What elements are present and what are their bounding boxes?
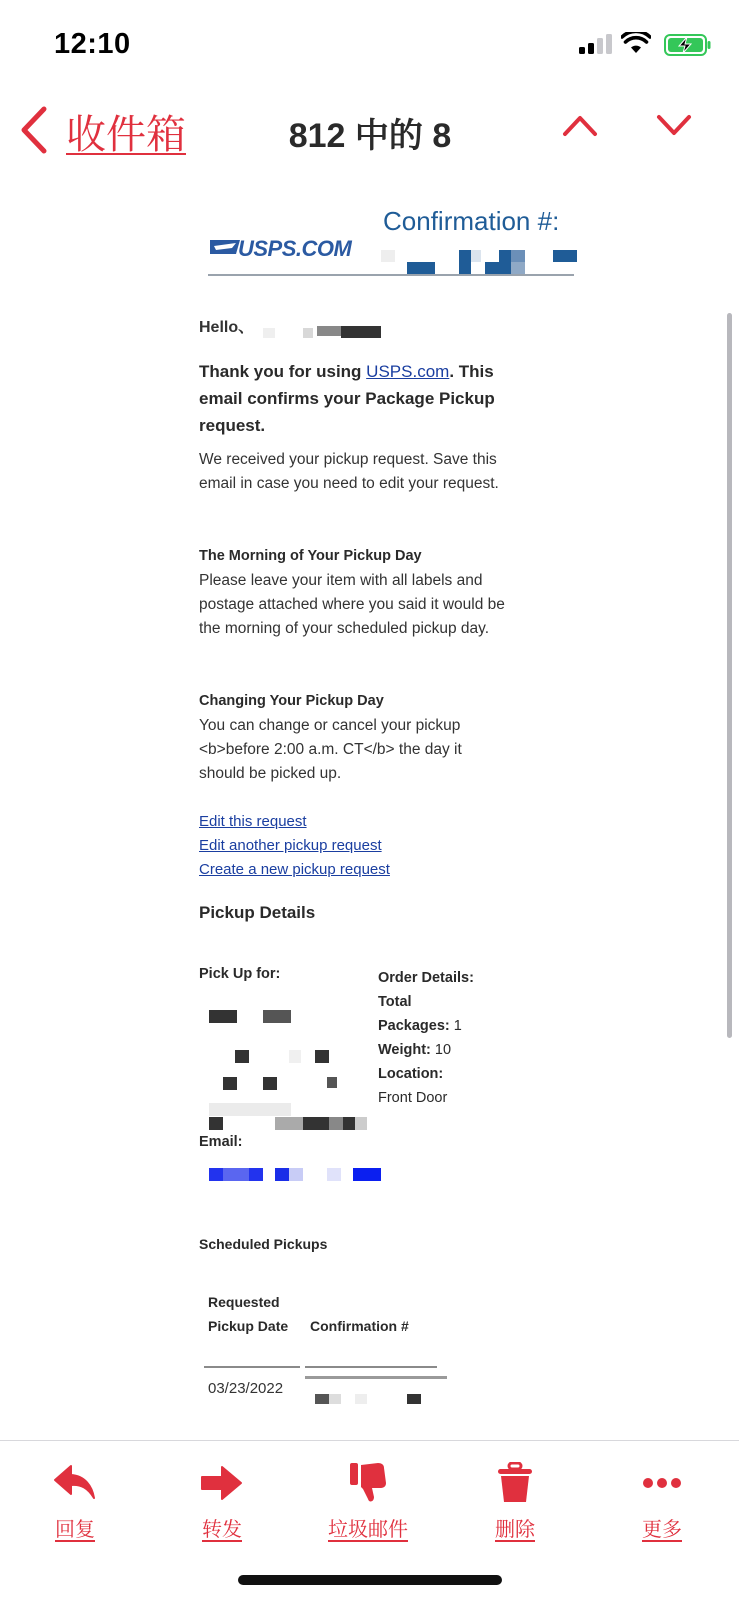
order-details-label: Order Details: bbox=[378, 970, 474, 986]
usps-eagle-logo-icon bbox=[210, 238, 240, 256]
order-details bbox=[378, 966, 518, 1110]
reply-icon bbox=[53, 1464, 97, 1502]
thanks-paragraph bbox=[199, 358, 519, 439]
more-icon bbox=[642, 1477, 682, 1489]
location-value: Front Door bbox=[378, 1090, 448, 1106]
table-header-divider bbox=[305, 1366, 437, 1368]
create-new-request-link[interactable]: Create a new pickup request bbox=[199, 861, 390, 878]
morning-heading: The Morning of Your Pickup Day bbox=[199, 548, 422, 564]
home-indicator[interactable] bbox=[238, 1575, 502, 1585]
header-divider bbox=[208, 274, 574, 276]
thanks-suffix: . This email confirms your Package Pickup request. bbox=[199, 362, 495, 435]
email-label: Email: bbox=[199, 1134, 243, 1150]
battery-charging-icon bbox=[664, 34, 712, 56]
changing-heading: Changing Your Pickup Day bbox=[199, 693, 384, 709]
location-label: Location: bbox=[378, 1066, 444, 1082]
edit-request-link[interactable]: Edit this request bbox=[199, 813, 307, 830]
changing-paragraph: You can change or cancel your pickup <b>before 2:00 a.m. CT</b> the day it should be picked up. bbox=[199, 717, 462, 782]
forward-label: 转发 bbox=[202, 1519, 242, 1541]
previous-message-icon[interactable] bbox=[562, 113, 598, 137]
message-counter: 812 中的 8 bbox=[288, 117, 452, 155]
weight-label: Weight: bbox=[378, 1042, 431, 1058]
wifi-icon bbox=[621, 32, 651, 54]
trash-icon bbox=[497, 1462, 533, 1504]
reply-label: 回复 bbox=[55, 1519, 95, 1541]
back-chevron-icon[interactable] bbox=[16, 105, 50, 155]
scheduled-pickups-heading: Scheduled Pickups bbox=[199, 1236, 328, 1252]
thumbs-down-icon bbox=[348, 1461, 388, 1505]
status-bar bbox=[0, 0, 739, 90]
greeting: Hello、 bbox=[199, 319, 255, 336]
delete-button[interactable] bbox=[460, 1461, 570, 1542]
table-row-divider bbox=[305, 1376, 447, 1379]
total-packages-label: Total Packages: bbox=[378, 994, 450, 1034]
back-to-inbox-button[interactable]: 收件箱 bbox=[66, 113, 186, 157]
thanks-prefix: Thank you for using bbox=[199, 362, 367, 381]
next-message-icon[interactable] bbox=[656, 113, 692, 137]
usps-logo: USPS.COM bbox=[238, 236, 352, 261]
junk-button[interactable] bbox=[313, 1461, 423, 1542]
received-paragraph: We received your pickup request. Save this email in case you need to edit your request. bbox=[199, 451, 499, 492]
forward-button[interactable] bbox=[167, 1461, 277, 1542]
forward-icon bbox=[200, 1465, 244, 1501]
table-header-date: Requested Pickup Date bbox=[208, 1294, 289, 1334]
more-button[interactable] bbox=[607, 1461, 717, 1542]
cellular-signal-icon bbox=[579, 34, 613, 54]
weight-row bbox=[378, 1038, 518, 1062]
total-packages-row bbox=[378, 990, 478, 1038]
edit-another-request-link[interactable]: Edit another pickup request bbox=[199, 837, 382, 854]
status-time: 12:10 bbox=[54, 28, 131, 60]
usps-com-link[interactable]: USPS.com bbox=[366, 362, 450, 381]
reply-button[interactable] bbox=[20, 1461, 130, 1542]
table-cell-date: 03/23/2022 bbox=[208, 1380, 284, 1397]
table-header-divider bbox=[204, 1366, 300, 1368]
weight-value: 10 bbox=[434, 1042, 452, 1058]
delete-label: 删除 bbox=[495, 1519, 535, 1541]
scrollbar[interactable] bbox=[727, 313, 732, 1038]
pickup-details-heading: Pickup Details bbox=[199, 903, 316, 922]
confirmation-label: Confirmation #: bbox=[383, 206, 560, 236]
table-header-confirmation: Confirmation # bbox=[310, 1318, 409, 1334]
junk-label: 垃圾邮件 bbox=[328, 1519, 408, 1541]
pickup-for-label: Pick Up for: bbox=[199, 966, 281, 982]
more-label: 更多 bbox=[642, 1519, 682, 1541]
morning-paragraph: Please leave your item with all labels and postage attached where you said it would be the morning of your scheduled pickup day. bbox=[199, 572, 505, 637]
nav-bar bbox=[0, 95, 739, 165]
total-packages-value: 1 bbox=[453, 1018, 462, 1034]
